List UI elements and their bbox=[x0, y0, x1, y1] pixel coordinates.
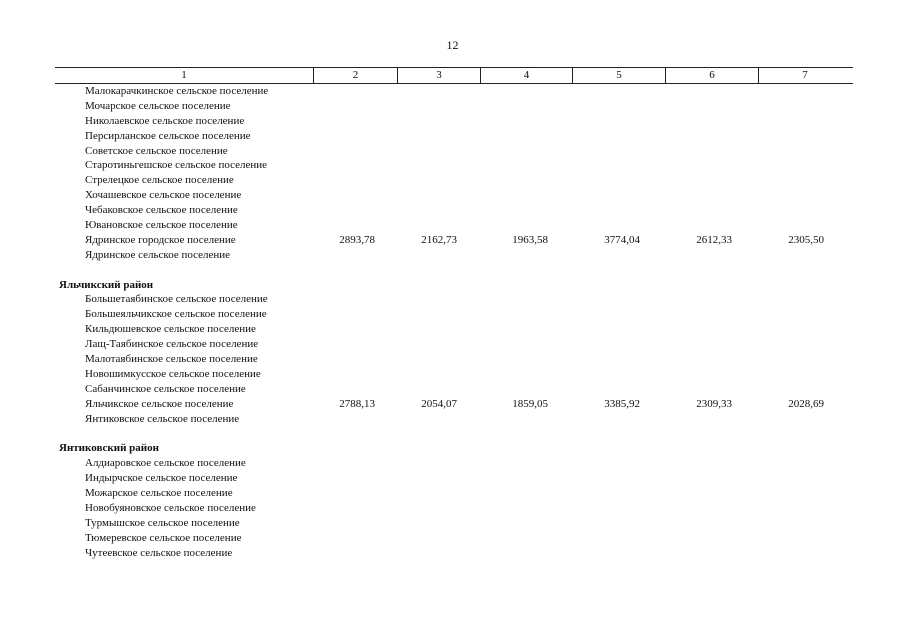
value-cell bbox=[569, 144, 661, 159]
value-cell bbox=[313, 501, 396, 516]
value-cell bbox=[569, 84, 661, 99]
value-cell bbox=[753, 129, 845, 144]
settlement-name: Малокарачкинское сельское поселение bbox=[85, 85, 269, 97]
table-row bbox=[55, 99, 853, 114]
value-cell bbox=[396, 248, 478, 263]
value-cell bbox=[313, 382, 396, 397]
value-cell: 1859,05 bbox=[512, 397, 548, 410]
value-cell bbox=[313, 456, 396, 471]
value-cell bbox=[661, 322, 753, 337]
value-cell bbox=[313, 486, 396, 501]
settlement-name: Старотиньгешское сельское поселение bbox=[85, 159, 268, 172]
value-cell bbox=[661, 129, 753, 144]
table-row bbox=[55, 173, 853, 188]
value-cell bbox=[753, 292, 845, 307]
table-row bbox=[55, 203, 853, 218]
value-cell bbox=[753, 84, 845, 99]
settlement-name: Мочарское сельское поселение bbox=[85, 99, 231, 112]
settlement-name: Можарское сельское поселение bbox=[85, 487, 233, 500]
header-col-6: 6 bbox=[666, 68, 759, 83]
value-cell bbox=[661, 307, 753, 322]
value-cell bbox=[478, 412, 569, 427]
value-cell bbox=[753, 144, 845, 159]
value-cell bbox=[313, 248, 396, 263]
value-cell bbox=[396, 158, 478, 173]
settlement-name: Кильдюшевское сельское поселение bbox=[85, 323, 256, 336]
value-cell bbox=[396, 352, 478, 367]
value-cell bbox=[313, 203, 396, 218]
value-cell bbox=[478, 546, 569, 561]
settlement-name: Яльчикское сельское поселение bbox=[85, 397, 234, 410]
value-cell bbox=[661, 367, 753, 382]
table-row bbox=[55, 129, 853, 144]
table-row bbox=[55, 248, 853, 263]
value-cell bbox=[396, 173, 478, 188]
value-cell bbox=[661, 292, 753, 307]
table-row bbox=[55, 486, 853, 501]
table-row bbox=[55, 501, 853, 516]
settlement-name: Ювановское сельское поселение bbox=[85, 219, 238, 232]
value-cell bbox=[478, 501, 569, 516]
district-heading: Яльчикский район bbox=[59, 278, 154, 291]
value-cell: 2054,07 bbox=[421, 397, 457, 410]
value-cell: 2305,50 bbox=[788, 233, 824, 246]
value-cell bbox=[313, 218, 396, 233]
value-cell bbox=[569, 292, 661, 307]
value-cell bbox=[478, 99, 569, 114]
settlement-name: Персирланское сельское поселение bbox=[85, 129, 251, 142]
value-cell bbox=[396, 203, 478, 218]
value-cell bbox=[396, 456, 478, 471]
value-cell bbox=[478, 292, 569, 307]
table-row bbox=[55, 397, 853, 412]
value-cell bbox=[396, 546, 478, 561]
value-cell bbox=[569, 173, 661, 188]
value-cell bbox=[396, 501, 478, 516]
value-cell bbox=[478, 456, 569, 471]
value-cell bbox=[396, 516, 478, 531]
value-cell bbox=[753, 531, 845, 546]
table-row bbox=[55, 456, 853, 471]
value-cell bbox=[569, 471, 661, 486]
value-cell bbox=[396, 531, 478, 546]
value-cell bbox=[313, 471, 396, 486]
value-cell: 2162,73 bbox=[421, 233, 457, 246]
header-col-1: 1 bbox=[55, 68, 314, 83]
value-cell bbox=[661, 471, 753, 486]
value-cell bbox=[313, 158, 396, 173]
value-cell bbox=[569, 412, 661, 427]
value-cell bbox=[569, 129, 661, 144]
value-cell bbox=[396, 367, 478, 382]
settlement-name: Хочашевское сельское поселение bbox=[85, 189, 242, 202]
value-cell: 2788,13 bbox=[339, 397, 375, 410]
settlement-name: Тюмеревское сельское поселение bbox=[85, 531, 242, 544]
table-row bbox=[55, 531, 853, 546]
header-col-4: 4 bbox=[481, 68, 573, 83]
value-cell bbox=[753, 412, 845, 427]
value-cell bbox=[396, 486, 478, 501]
value-cell bbox=[478, 218, 569, 233]
value-cell: 3385,92 bbox=[604, 397, 640, 410]
value-cell bbox=[396, 412, 478, 427]
table-row bbox=[55, 292, 853, 307]
value-cell bbox=[661, 501, 753, 516]
value-cell bbox=[396, 84, 478, 99]
table-row bbox=[55, 412, 853, 427]
table-row bbox=[55, 114, 853, 129]
settlement-name: Ядринское сельское поселение bbox=[85, 248, 231, 261]
table-row bbox=[55, 352, 853, 367]
value-cell bbox=[569, 352, 661, 367]
value-cell bbox=[753, 456, 845, 471]
value-cell bbox=[753, 471, 845, 486]
value-cell bbox=[569, 307, 661, 322]
value-cell bbox=[396, 218, 478, 233]
settlement-name: Чутеевское сельское поселение bbox=[85, 546, 233, 559]
settlement-name: Лащ-Таябинское сельское поселение bbox=[85, 338, 259, 351]
value-cell bbox=[396, 307, 478, 322]
value-cell bbox=[569, 516, 661, 531]
value-cell bbox=[478, 114, 569, 129]
value-cell bbox=[313, 114, 396, 129]
settlement-name: Индырчское сельское поселение bbox=[85, 472, 238, 485]
value-cell bbox=[478, 248, 569, 263]
value-cell bbox=[753, 501, 845, 516]
value-cell bbox=[753, 486, 845, 501]
value-cell bbox=[753, 307, 845, 322]
value-cell bbox=[396, 292, 478, 307]
header-col-7: 7 bbox=[802, 69, 808, 81]
value-cell bbox=[569, 188, 661, 203]
settlement-name: Янтиковское сельское поселение bbox=[85, 412, 240, 425]
value-cell bbox=[478, 352, 569, 367]
value-cell bbox=[569, 337, 661, 352]
table-row bbox=[55, 382, 853, 397]
header-col-5: 5 bbox=[573, 68, 666, 83]
value-cell bbox=[753, 203, 845, 218]
page-number: 12 bbox=[446, 38, 459, 52]
value-cell bbox=[478, 188, 569, 203]
value-cell bbox=[661, 352, 753, 367]
value-cell bbox=[753, 248, 845, 263]
table-row bbox=[55, 158, 853, 173]
value-cell bbox=[569, 248, 661, 263]
value-cell bbox=[478, 322, 569, 337]
value-cell bbox=[569, 158, 661, 173]
table-body bbox=[55, 84, 853, 561]
value-cell bbox=[478, 129, 569, 144]
table-row bbox=[55, 516, 853, 531]
value-cell bbox=[569, 322, 661, 337]
value-cell bbox=[661, 516, 753, 531]
value-cell bbox=[478, 307, 569, 322]
value-cell bbox=[313, 531, 396, 546]
value-cell bbox=[569, 114, 661, 129]
value-cell bbox=[313, 144, 396, 159]
table-header bbox=[55, 67, 853, 84]
settlement-name: Ядринское городское поселение bbox=[85, 233, 236, 246]
value-cell: 3774,04 bbox=[604, 233, 640, 246]
settlement-name: Чебаковское сельское поселение bbox=[85, 204, 238, 217]
value-cell bbox=[753, 99, 845, 114]
value-cell bbox=[313, 173, 396, 188]
value-cell bbox=[313, 99, 396, 114]
value-cell bbox=[661, 546, 753, 561]
value-cell: 1963,58 bbox=[512, 233, 548, 246]
settlement-name: Турмышское сельское поселение bbox=[85, 516, 240, 529]
value-cell bbox=[753, 352, 845, 367]
header-col-2: 2 bbox=[314, 68, 398, 83]
value-cell bbox=[478, 203, 569, 218]
value-cell bbox=[313, 337, 396, 352]
value-cell bbox=[753, 114, 845, 129]
value-cell bbox=[661, 337, 753, 352]
value-cell bbox=[313, 322, 396, 337]
value-cell bbox=[661, 188, 753, 203]
value-cell bbox=[313, 352, 396, 367]
value-cell bbox=[661, 412, 753, 427]
table-row bbox=[55, 218, 853, 233]
value-cell bbox=[313, 516, 396, 531]
value-cell bbox=[313, 367, 396, 382]
table-row bbox=[55, 307, 853, 322]
value-cell bbox=[569, 218, 661, 233]
value-cell bbox=[569, 546, 661, 561]
settlement-name: Советское сельское поселение bbox=[85, 144, 228, 157]
value-cell bbox=[396, 114, 478, 129]
value-cell bbox=[478, 367, 569, 382]
value-cell bbox=[661, 84, 753, 99]
value-cell bbox=[478, 144, 569, 159]
value-cell bbox=[396, 322, 478, 337]
value-cell bbox=[753, 337, 845, 352]
value-cell bbox=[753, 382, 845, 397]
value-cell bbox=[396, 129, 478, 144]
table-row bbox=[55, 322, 853, 337]
value-cell bbox=[478, 337, 569, 352]
value-cell bbox=[478, 158, 569, 173]
settlement-name: Новошимкусское сельское поселение bbox=[85, 367, 261, 380]
value-cell bbox=[753, 158, 845, 173]
value-cell: 2028,69 bbox=[788, 397, 824, 410]
settlement-name: Сабанчинское сельское поселение bbox=[85, 382, 246, 395]
value-cell bbox=[478, 471, 569, 486]
table-row bbox=[55, 188, 853, 203]
settlement-name: Алдиаровское сельское поселение bbox=[85, 457, 246, 470]
value-cell bbox=[569, 99, 661, 114]
settlement-name: Большеяльчикское сельское поселение bbox=[85, 308, 267, 321]
settlement-name: Николаевское сельское поселение bbox=[85, 114, 245, 127]
value-cell bbox=[396, 471, 478, 486]
table-row bbox=[55, 471, 853, 486]
value-cell bbox=[396, 188, 478, 203]
value-cell bbox=[753, 516, 845, 531]
table-row bbox=[55, 233, 853, 248]
value-cell bbox=[661, 248, 753, 263]
table-row bbox=[55, 337, 853, 352]
value-cell bbox=[313, 129, 396, 144]
value-cell bbox=[396, 99, 478, 114]
value-cell bbox=[661, 99, 753, 114]
settlement-name: Новобуяновское сельское поселение bbox=[85, 501, 256, 514]
settlement-name: Малотаябинское сельское поселение bbox=[85, 353, 258, 366]
value-cell bbox=[396, 337, 478, 352]
value-cell bbox=[313, 84, 396, 99]
value-cell bbox=[313, 412, 396, 427]
settlement-name: Большетаябинское сельское поселение bbox=[85, 293, 268, 306]
value-cell: 2309,33 bbox=[696, 397, 732, 410]
value-cell: 2893,78 bbox=[339, 233, 375, 246]
value-cell bbox=[661, 531, 753, 546]
value-cell bbox=[753, 546, 845, 561]
data-table bbox=[55, 67, 853, 561]
value-cell bbox=[753, 173, 845, 188]
value-cell bbox=[478, 382, 569, 397]
district-heading: Янтиковский район bbox=[59, 442, 159, 455]
value-cell bbox=[661, 144, 753, 159]
value-cell bbox=[661, 203, 753, 218]
header-col-3: 3 bbox=[398, 68, 481, 83]
value-cell bbox=[313, 292, 396, 307]
settlement-name: Стрелецкое сельское поселение bbox=[85, 174, 234, 187]
value-cell bbox=[661, 173, 753, 188]
value-cell bbox=[313, 546, 396, 561]
value-cell bbox=[569, 382, 661, 397]
value-cell bbox=[313, 188, 396, 203]
value-cell bbox=[661, 456, 753, 471]
value-cell bbox=[569, 203, 661, 218]
table-row bbox=[55, 546, 853, 561]
value-cell bbox=[753, 322, 845, 337]
table-row bbox=[55, 144, 853, 159]
value-cell bbox=[661, 158, 753, 173]
value-cell bbox=[569, 501, 661, 516]
value-cell bbox=[569, 367, 661, 382]
value-cell bbox=[753, 188, 845, 203]
value-cell bbox=[396, 382, 478, 397]
value-cell bbox=[478, 486, 569, 501]
value-cell: 2612,33 bbox=[696, 233, 732, 246]
value-cell bbox=[661, 218, 753, 233]
value-cell bbox=[753, 367, 845, 382]
value-cell bbox=[661, 114, 753, 129]
value-cell bbox=[478, 516, 569, 531]
value-cell bbox=[396, 144, 478, 159]
value-cell bbox=[569, 531, 661, 546]
value-cell bbox=[313, 307, 396, 322]
value-cell bbox=[478, 531, 569, 546]
value-cell bbox=[753, 218, 845, 233]
value-cell bbox=[661, 382, 753, 397]
value-cell bbox=[478, 173, 569, 188]
value-cell bbox=[661, 486, 753, 501]
value-cell bbox=[569, 486, 661, 501]
table-row bbox=[55, 84, 853, 99]
value-cell bbox=[478, 84, 569, 99]
table-row bbox=[55, 367, 853, 382]
value-cell bbox=[569, 456, 661, 471]
